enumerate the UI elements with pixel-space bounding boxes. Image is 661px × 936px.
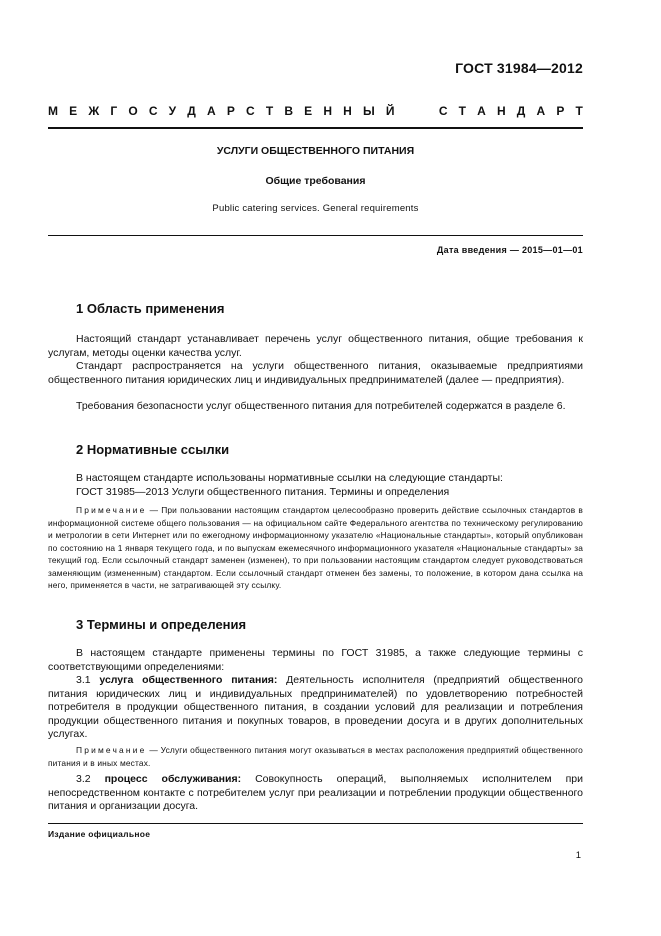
term-definition: Совокупность операций, выполняемых исполнителем при непосредственном контакте с потребителем услуг при реализации и потреблении продукции общественного питания и организации досуга. (48, 773, 583, 812)
section-3-note (48, 744, 583, 769)
note-label: Примечание (76, 505, 147, 515)
term-name: услуга общественного питания: (99, 674, 278, 686)
header-bottom-rule (48, 235, 583, 236)
note-label: Примечание (76, 745, 147, 755)
note-text: — При пользовании настоящим стандартом целесообразно проверить действие ссылочных стандартов в информационной системе общего пользования — на официальном сайте Федерального агентства по техническому регулированию и метрологии в сети Интернет или по ежегодному информационному указателю «Национальные стандарты», который опубликован по состоянию на 1 января текущего года, и по выпускам ежемесячного информационного указателя «Национальные стандарты» за текущий год. Если ссылочный стандарт заменен (изменен), то при пользовании настоящим стандартом следует руководствоваться заменяющим (измененным) стандартом. Если ссылочный стандарт отменен без замены, то положение, в котором дана ссылка на него, применяется в части, не затрагивающей эту ссылку. (48, 505, 583, 590)
section-2-heading: 2 Нормативные ссылки (76, 442, 230, 457)
official-edition-label: Издание официальное (48, 829, 151, 839)
section-1-paragraph-1: Настоящий стандарт устанавливает перечень услуг общественного питания, общие требования к услугам, методы оценки качества услуг. (48, 333, 583, 359)
term-3-1 (48, 674, 583, 742)
term-definition: Деятельность исполнителя (предприятий общественного питания юридических лиц и индивидуальных предпринимателей) по удовлетворению потребностей потребителя в продукции общественного питания, в создании условий для реализации и потребления продукции общественного питания и покупных товаров, в проведении досуга и в других дополнительных услугах. (48, 674, 583, 740)
section-3-paragraph-1: В настоящем стандарте применены термины по ГОСТ 31985, а также следующие термины с соответствующими определениями: (48, 647, 583, 673)
standard-number: ГОСТ 31984—2012 (455, 60, 583, 76)
document-subtitle: Общие требования (265, 175, 366, 187)
section-3-heading: 3 Термины и определения (76, 617, 247, 632)
term-number: 3.1 (76, 674, 100, 686)
section-2-note (48, 504, 583, 592)
section-2-reference: ГОСТ 31985—2013 Услуги общественного питания. Термины и определения (76, 486, 450, 498)
document-title: УСЛУГИ ОБЩЕСТВЕННОГО ПИТАНИЯ (216, 145, 415, 157)
footer-rule (48, 823, 583, 824)
section-2-paragraph-1: В настоящем стандарте использованы нормативные ссылки на следующие стандарты: (76, 472, 503, 484)
section-1-paragraph-3: Требования безопасности услуг общественного питания для потребителей содержатся в разделе 6. (76, 400, 566, 412)
introduction-date: Дата введения — 2015—01—01 (436, 245, 583, 255)
term-number: 3.2 (76, 773, 105, 785)
header-top-rule (48, 127, 583, 129)
section-1-heading: 1 Область применения (76, 301, 225, 316)
section-1-paragraph-2: Стандарт распространяется на услуги общественного питания, оказываемые предприятиями общественного питания юридических лиц и индивидуальных предпринимателей (далее — предприятия). (48, 360, 583, 386)
term-3-2 (48, 773, 583, 814)
english-title: Public catering services. General requirements (212, 203, 419, 214)
note-text: — Услуги общественного питания могут оказываться в местах расположения предприятий общественного питания и в иных местах. (48, 745, 583, 768)
term-name: процесс обслуживания: (104, 773, 242, 785)
interstate-standard-banner: М Е Ж Г О С У Д А Р С Т В Е Н Н Ы Й С Т А Н Д А Р Т (48, 104, 583, 118)
page-number: 1 (575, 850, 581, 861)
